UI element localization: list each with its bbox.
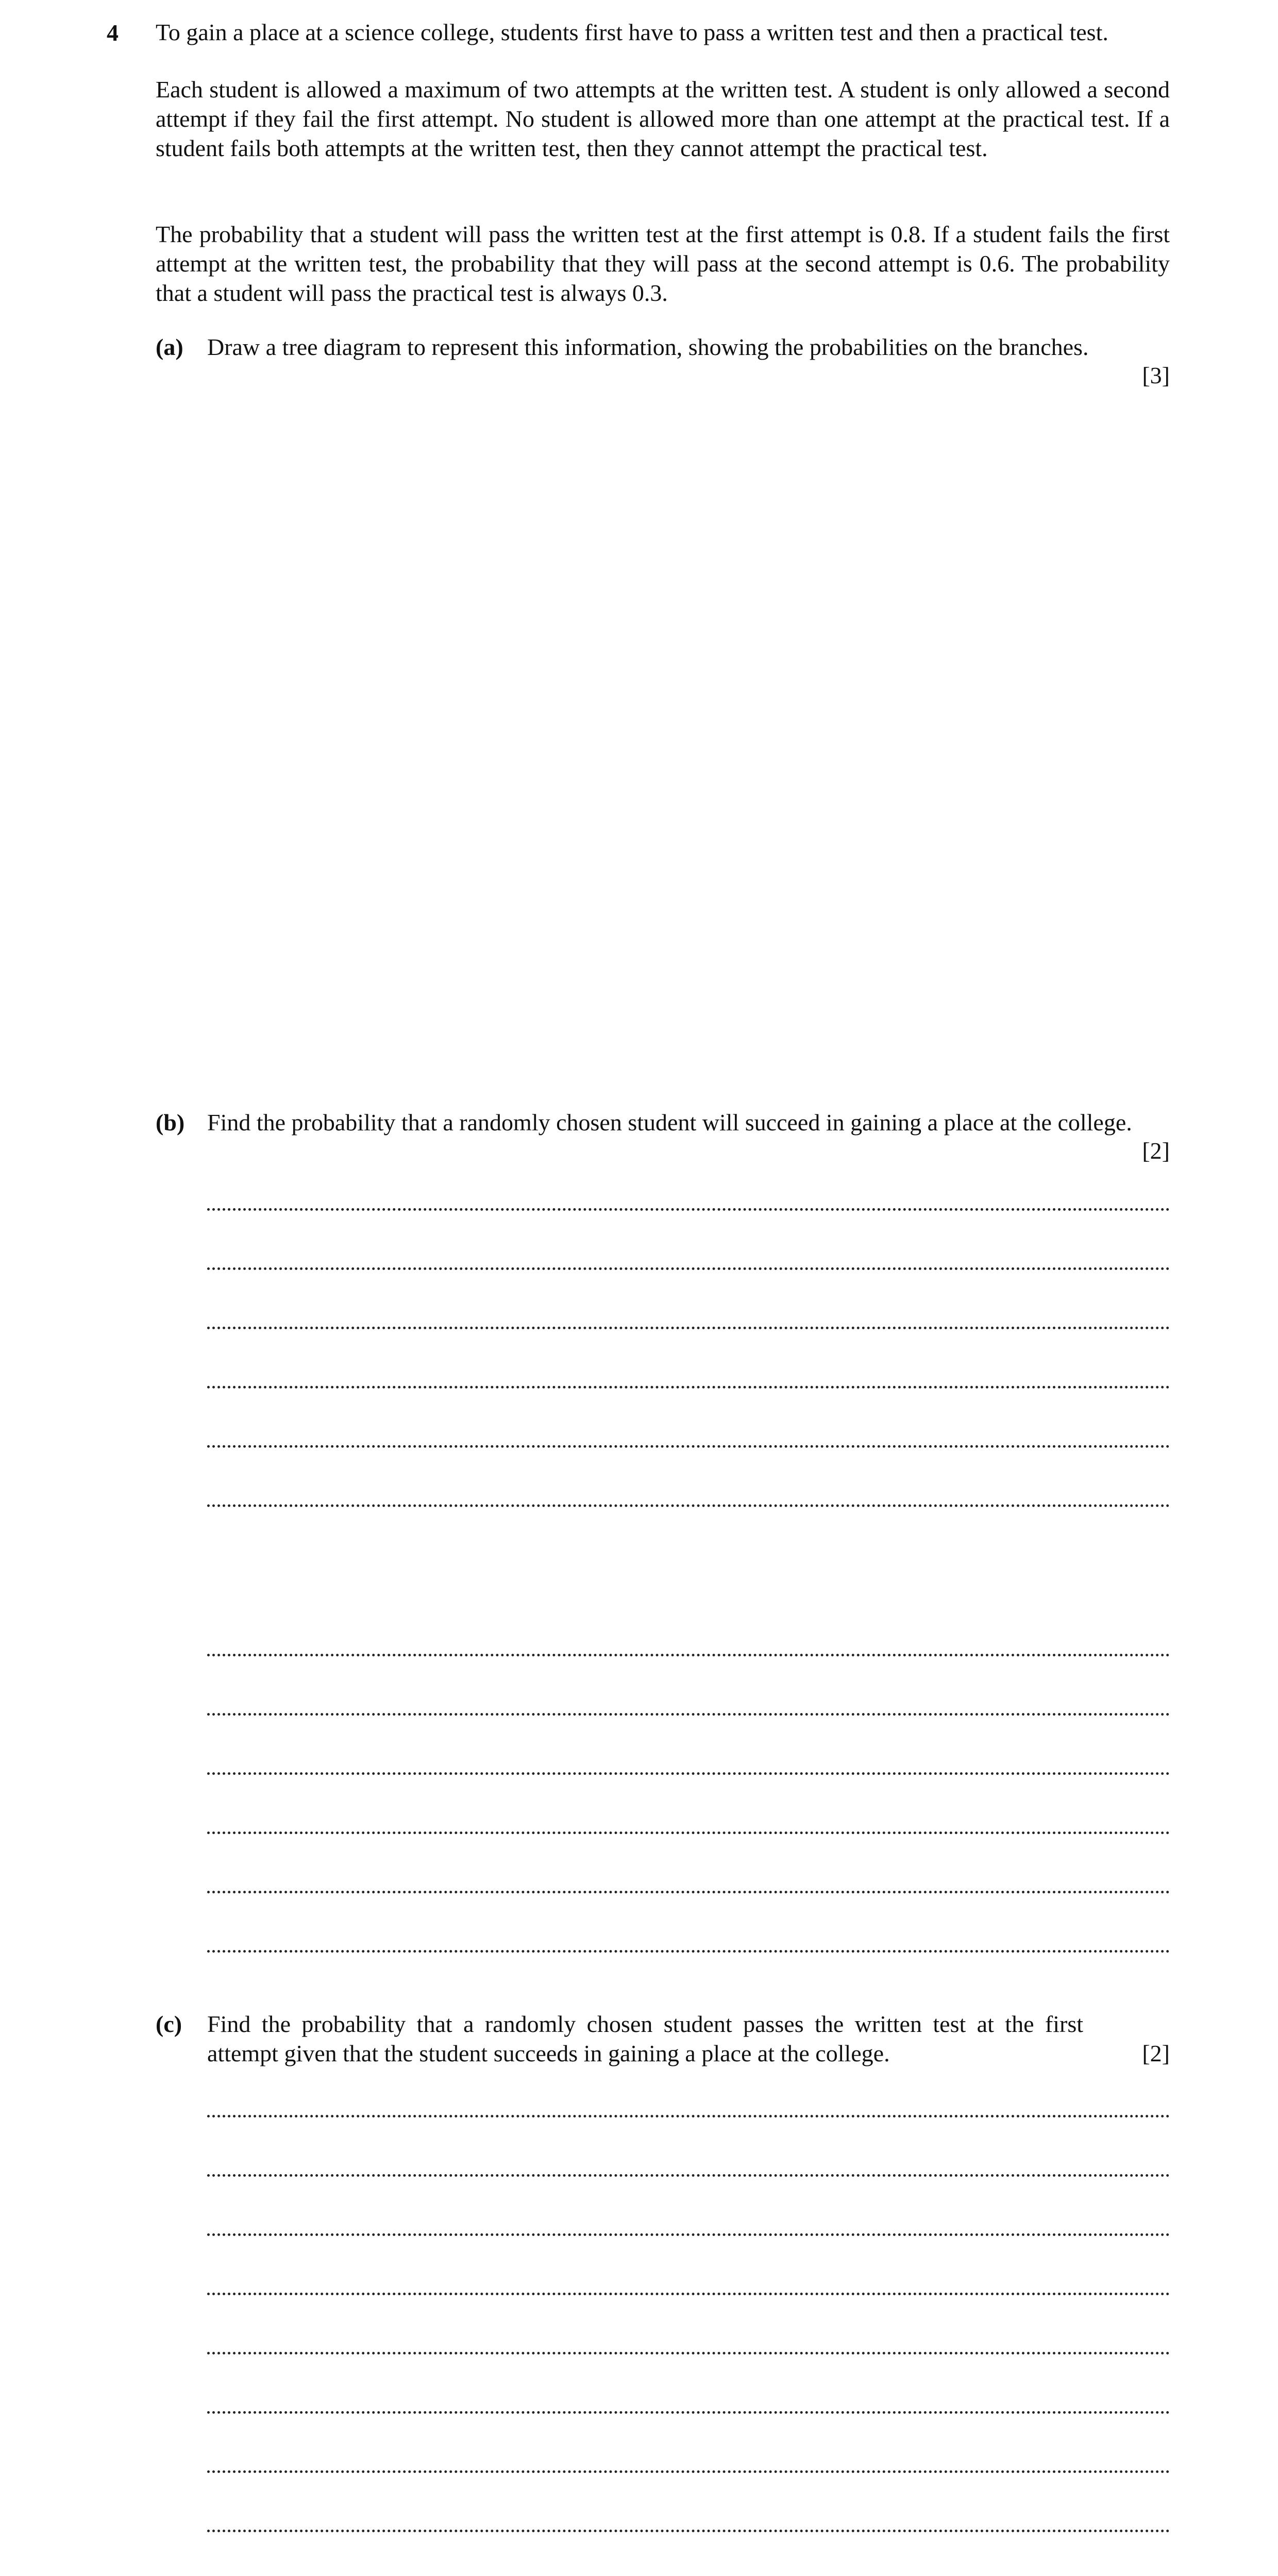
answer-line[interactable] bbox=[207, 2174, 1170, 2177]
answer-line[interactable] bbox=[207, 1386, 1170, 1388]
answer-line[interactable] bbox=[207, 2352, 1170, 2354]
answer-line[interactable] bbox=[207, 2411, 1170, 2414]
intro-paragraph-1: To gain a place at a science college, students first have to pass a written test and then a practical test. bbox=[156, 19, 1108, 45]
answer-line[interactable] bbox=[207, 1772, 1170, 1775]
part-b-text: Find the probability that a randomly chosen student will succeed in gaining a place at the college. bbox=[207, 1109, 1132, 1136]
answer-line[interactable] bbox=[207, 1950, 1170, 1953]
answer-line[interactable] bbox=[207, 1208, 1170, 1211]
part-c-marks: [2] bbox=[1142, 2040, 1170, 2066]
answer-line[interactable] bbox=[207, 2115, 1170, 2117]
part-b-label: (b) bbox=[156, 1109, 185, 1136]
answer-line[interactable] bbox=[207, 2293, 1170, 2295]
intro-paragraph-2: Each student is allowed a maximum of two attempts at the written test. A student is only allowed a second attempt if they fail the first attempt. No student is allowed more than one attempt at the practical test. If a student fails both attempts at the written test, then they cannot attempt the practical test. bbox=[156, 76, 1170, 161]
answer-line[interactable] bbox=[207, 1832, 1170, 1834]
answer-line[interactable] bbox=[207, 1267, 1170, 1270]
part-a-text: Draw a tree diagram to represent this information, showing the probabilities on the branches. bbox=[207, 334, 1089, 360]
answer-line[interactable] bbox=[207, 1891, 1170, 1893]
answer-line[interactable] bbox=[207, 2470, 1170, 2473]
answer-line[interactable] bbox=[207, 1713, 1170, 1716]
part-c-text: Find the probability that a randomly chosen student passes the written test at the first attempt given that the student succeeds in gaining a place at the college. bbox=[207, 2011, 1083, 2066]
answer-line[interactable] bbox=[207, 1504, 1170, 1507]
part-a-marks: [3] bbox=[1142, 362, 1170, 388]
tree-diagram-answer-space[interactable] bbox=[156, 402, 1170, 1072]
intro-paragraph-3: The probability that a student will pass the written test at the first attempt is 0.8. If a student fails the first attempt at the written test, the probability that they will pass at the second attempt is 0.6. The probability that a student will pass the practical test is always 0.3. bbox=[156, 221, 1170, 306]
part-c-label: (c) bbox=[156, 2011, 182, 2037]
part-a-label: (a) bbox=[156, 334, 183, 360]
answer-line[interactable] bbox=[207, 2233, 1170, 2236]
answer-line[interactable] bbox=[207, 1327, 1170, 1329]
part-b-marks: [2] bbox=[1142, 1138, 1170, 1164]
question-number: 4 bbox=[107, 20, 119, 46]
answer-line[interactable] bbox=[207, 1445, 1170, 1448]
answer-line[interactable] bbox=[207, 1654, 1170, 1656]
answer-line[interactable] bbox=[207, 2530, 1170, 2532]
